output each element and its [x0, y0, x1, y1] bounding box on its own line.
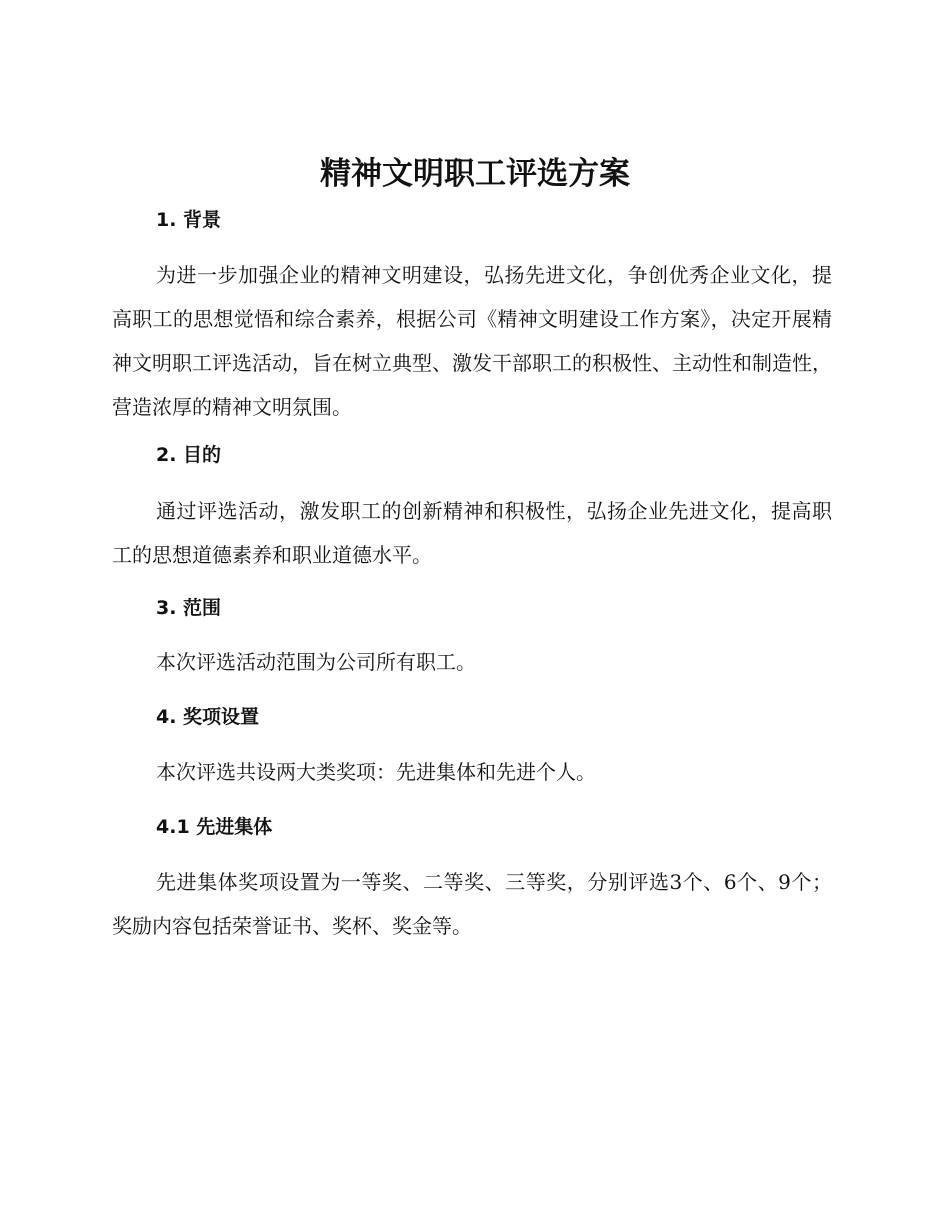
document-title: 精神文明职工评选方案 [320, 156, 630, 192]
section-body-background: 为进一步加强企业的精神文明建设，弘扬先进文化，争创优秀企业文化，提高职工的思想觉悟和综合素养，根据公司《精神文明建设工作方案》，决定开展精神文明职工评选活动，旨在树立典型、激发干部职工的积极性、主动性和制造性，营造浓厚的精神文明氛围。 [112, 263, 832, 419]
section-body-awards: 本次评选共设两大类奖项：先进集体和先进个人。 [156, 760, 596, 784]
section-heading-scope: 3. 范围 [156, 597, 222, 619]
section-heading-purpose: 2. 目的 [156, 444, 222, 466]
section-heading-background: 1. 背景 [156, 209, 222, 231]
section-heading-awards: 4. 奖项设置 [156, 706, 260, 728]
section-body-purpose: 通过评选活动，激发职工的创新精神和积极性，弘扬企业先进文化，提高职工的思想道德素养和职业道德水平。 [112, 499, 832, 567]
section-heading-advanced-collective: 4.1 先进集体 [156, 816, 273, 838]
section-body-scope: 本次评选活动范围为公司所有职工。 [156, 650, 476, 674]
section-body-advanced-collective: 先进集体奖项设置为一等奖、二等奖、三等奖，分别评选3个、6个、9个；奖励内容包括荣誉证书、奖杯、奖金等。 [112, 870, 832, 938]
